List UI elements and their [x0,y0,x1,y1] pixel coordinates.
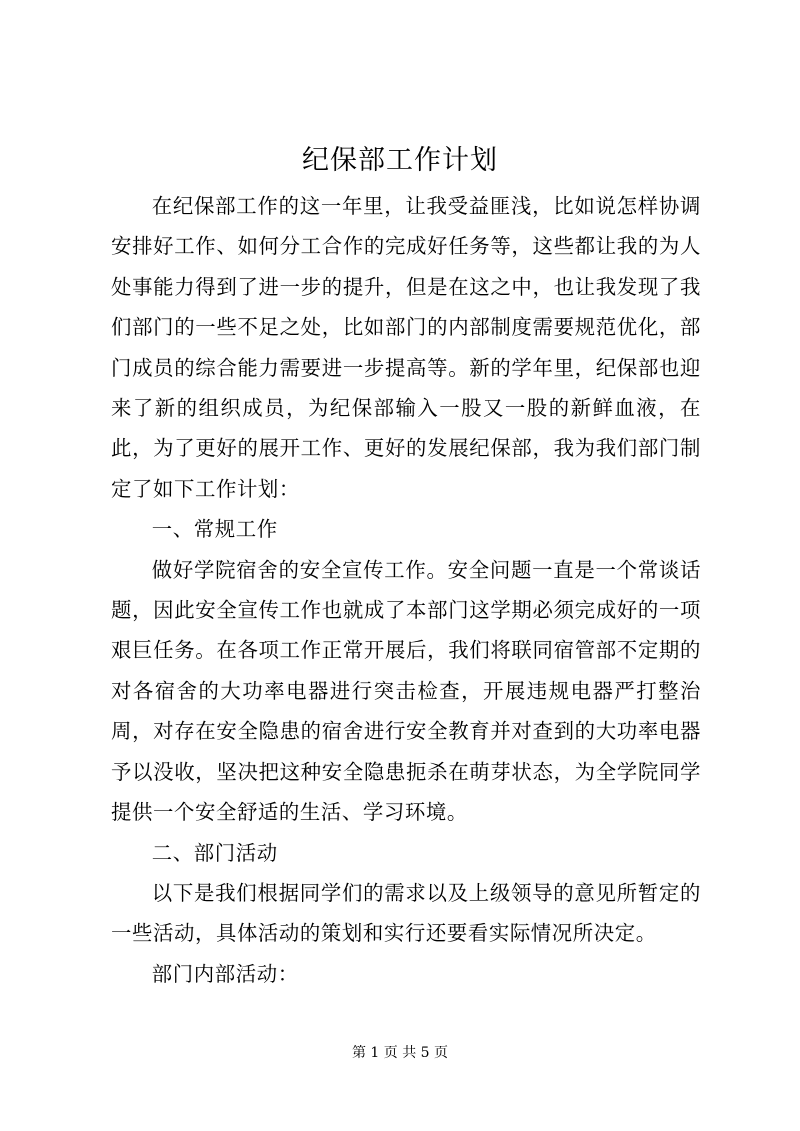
document-title: 纪保部工作计划 [302,145,498,176]
section-heading-department-activities: 二、部门活动 [151,840,278,865]
document-body [111,186,701,994]
internal-activities-heading: 部门内部活动： [151,961,299,986]
activities-intro-paragraph: 以下是我们根据同学们的需求以及上级领导的意见所暂定的一些活动，具体活动的策划和实行还要看实际情况所决定。 [111,880,701,946]
page-footer: 第 1 页 共 5 页 [351,1045,449,1061]
intro-paragraph: 在纪保部工作的这一年里，让我受益匪浅，比如说怎样协调安排好工作、如何分工合作的完成好任务等，这些都让我的为人处事能力得到了进一步的提升，但是在这之中，也让我发现了我们部门的一些不足之处，比如部门的内部制度需要规范优化，部门成员的综合能力需要进一步提高等。新的学年里，纪保部也迎来了新的组织成员，为纪保部输入一股又一股的新鲜血液，在此，为了更好的展开工作、更好的发展纪保部，我为我们部门制定了如下工作计划： [111,194,701,501]
section-heading-routine-work: 一、常规工作 [151,517,278,542]
routine-work-paragraph: 做好学院宿舍的安全宣传工作。安全问题一直是一个常谈话题，因此安全宣传工作也就成了本部门这学期必须完成好的一项艰巨任务。在各项工作正常开展后，我们将联同宿管部不定期的对各宿舍的大功率电器进行突击检查，开展违规电器严打整治周，对存在安全隐患的宿舍进行安全教育并对查到的大功率电器予以没收，坚决把这种安全隐患扼杀在萌芽状态，为全学院同学提供一个安全舒适的生活、学习环境。 [111,557,701,825]
